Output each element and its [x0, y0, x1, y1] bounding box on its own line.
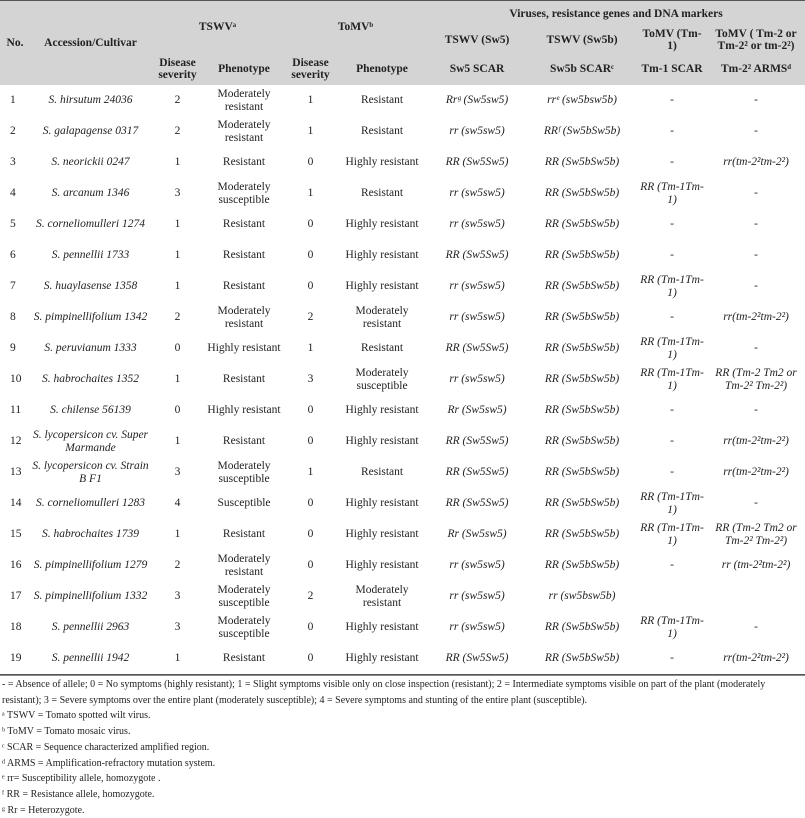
- tswv-severity: 2: [174, 125, 181, 138]
- tm1-genotype: -: [670, 559, 674, 572]
- tm1-genotype: RR (Tm-1Tm-1): [640, 615, 704, 640]
- header-phenotype: Phenotype: [337, 53, 427, 85]
- tswv-severity: 4: [174, 497, 181, 510]
- sw5b-genotype: RR (Sw5bSw5b): [544, 218, 620, 231]
- tomv-phenotype: Highly resistant: [345, 621, 419, 634]
- tm2-genotype: RR (Tm-2 Tm2 or Tm-2² Tm-2²): [715, 522, 797, 547]
- table-row: [0, 519, 805, 550]
- accession-name: S. corneliomulleri 1283: [36, 497, 145, 510]
- sw5b-genotype: RR (Sw5bSw5b): [544, 342, 620, 355]
- tswv-phenotype: Resistant: [222, 435, 266, 448]
- tswv-phenotype: Moderately susceptible: [217, 460, 271, 485]
- tswv-severity: 2: [174, 94, 181, 107]
- tswv-severity: 3: [174, 621, 181, 634]
- table-row: [0, 240, 805, 271]
- tswv-severity: 3: [174, 590, 181, 603]
- row-number: 13: [10, 466, 22, 479]
- tomv-phenotype: Highly resistant: [345, 404, 419, 417]
- table-row: [0, 581, 805, 612]
- accession-name: S. pennellii 1733: [51, 249, 130, 262]
- row-number: 14: [10, 497, 22, 510]
- header-marker-sub: Tm-2² ARMSᵈ: [707, 53, 805, 85]
- row-number: 17: [10, 590, 22, 603]
- tomv-severity: 0: [307, 559, 314, 572]
- row-number: 16: [10, 559, 22, 572]
- tswv-phenotype: Moderately susceptible: [217, 615, 271, 640]
- tomv-severity: 1: [307, 94, 314, 107]
- accession-name: S. neorickii 0247: [51, 156, 130, 169]
- tm2-genotype: -: [754, 342, 758, 355]
- tswv-severity: 1: [174, 156, 181, 169]
- accession-name: S. pimpinellifolium 1279: [33, 559, 148, 572]
- tomv-severity: 0: [307, 218, 314, 231]
- accession-name: S. pimpinellifolium 1332: [33, 590, 148, 603]
- tomv-severity: 0: [284, 643, 337, 675]
- tswv-severity: 2: [174, 559, 181, 572]
- accession-name: S. huaylasense 1358: [43, 280, 138, 293]
- table-row: [0, 147, 805, 178]
- sw5b-genotype: RR (Sw5bSw5b): [544, 311, 620, 324]
- tm1-genotype: RR (Tm-1Tm-1): [640, 336, 704, 361]
- accession-name: S. peruvianum 1333: [44, 342, 137, 355]
- tomv-phenotype: Highly resistant: [345, 559, 419, 572]
- tswv-phenotype: Moderately resistant: [217, 305, 271, 330]
- table-row: [0, 302, 805, 333]
- sw5-genotype: Rr (Sw5sw5): [447, 528, 507, 541]
- tswv-phenotype: Resistant: [204, 643, 284, 675]
- header-tomv: ToMVᵇ: [284, 1, 427, 54]
- tomv-phenotype: Highly resistant: [345, 435, 419, 448]
- tomv-phenotype: Resistant: [360, 94, 404, 107]
- tomv-severity: 3: [307, 373, 314, 386]
- tm1-genotype: -: [670, 125, 674, 138]
- tm2-genotype: rr(tm-2²tm-2²): [723, 156, 789, 169]
- sw5-genotype: RR (Sw5Sw5): [445, 156, 509, 169]
- table-row: [0, 178, 805, 209]
- table-row: [0, 395, 805, 426]
- tswv-severity: 0: [174, 342, 181, 355]
- accession-name: S. pennellii 2963: [51, 621, 130, 634]
- row-number: 6: [10, 249, 16, 262]
- tm2-genotype: -: [754, 218, 758, 231]
- tswv-severity: 1: [174, 528, 181, 541]
- tomv-severity: 0: [307, 621, 314, 634]
- sw5b-genotype: RR (Sw5bSw5b): [544, 373, 620, 386]
- row-number: 1: [10, 94, 16, 107]
- tm1-genotype: -: [670, 404, 674, 417]
- tswv-phenotype: Resistant: [222, 528, 266, 541]
- sw5b-genotype: RR (Sw5bSw5b): [544, 559, 620, 572]
- tm1-genotype: -: [670, 311, 674, 324]
- tomv-phenotype: Resistant: [360, 125, 404, 138]
- tswv-phenotype: Susceptible: [217, 497, 271, 510]
- sw5-genotype: RR (Sw5Sw5): [427, 643, 527, 675]
- table-row: [0, 643, 805, 675]
- table-row: [0, 364, 805, 395]
- header-disease-severity: Disease severity: [151, 53, 204, 85]
- tswv-phenotype: Resistant: [222, 373, 266, 386]
- tomv-phenotype: Highly resistant: [345, 156, 419, 169]
- row-number: 18: [10, 621, 22, 634]
- sw5b-genotype: RRᶠ (Sw5bSw5b): [543, 125, 621, 138]
- tswv-severity: 3: [174, 466, 181, 479]
- tm2-genotype: -: [754, 280, 758, 293]
- footnote: ᶠ RR = Resistance allele, homozygote.: [2, 788, 155, 800]
- sw5-genotype: rr (sw5sw5): [449, 280, 505, 293]
- tomv-severity: 0: [307, 435, 314, 448]
- sw5b-genotype: RR (Sw5bSw5b): [544, 528, 620, 541]
- footnote: ᵃ TSWV = Tomato spotted wilt virus.: [2, 710, 151, 722]
- tswv-severity: 1: [151, 643, 204, 675]
- tm2-genotype: [707, 581, 805, 612]
- tomv-severity: 2: [307, 590, 314, 603]
- tm2-genotype: -: [754, 621, 758, 634]
- row-number: 5: [10, 218, 16, 231]
- tomv-severity: 1: [307, 342, 314, 355]
- tswv-phenotype: Moderately resistant: [217, 88, 271, 113]
- tm1-genotype: -: [670, 249, 674, 262]
- tomv-severity: 1: [307, 125, 314, 138]
- tomv-severity: 0: [307, 528, 314, 541]
- sw5-genotype: rr (sw5sw5): [449, 125, 505, 138]
- sw5b-genotype: RR (Sw5bSw5b): [544, 156, 620, 169]
- sw5-genotype: Rr (Sw5sw5): [447, 404, 507, 417]
- tm1-genotype: -: [670, 156, 674, 169]
- table-row: [0, 333, 805, 364]
- tm2-genotype: -: [754, 249, 758, 262]
- accession-name: S. habrochaites 1739: [42, 528, 139, 541]
- tswv-phenotype: Highly resistant: [207, 342, 281, 355]
- row-number: 15: [10, 528, 22, 541]
- footnote: - = Absence of allele; 0 = No symptoms (highly resistant); 1 = Slight symptoms visible only on close inspection (resistant); 2 = Intermediate symptoms visible on part of the plant (moderately resistant); 3 = Severe symptoms over the entire plant (moderately susceptible); 4 = Severe symptoms and stunting of the entire plant (susceptible).: [2, 679, 766, 706]
- tm2-genotype: -: [754, 187, 758, 200]
- sw5b-genotype: RR (Sw5bSw5b): [544, 187, 620, 200]
- accession-name: S. corneliomulleri 1274: [36, 218, 145, 231]
- tm1-genotype: -: [670, 435, 674, 448]
- tm1-genotype: -: [670, 466, 674, 479]
- tm1-genotype: -: [670, 218, 674, 231]
- sw5-genotype: RR (Sw5Sw5): [445, 342, 509, 355]
- table-row: [0, 209, 805, 240]
- tswv-severity: 1: [174, 218, 181, 231]
- tswv-phenotype: Resistant: [222, 218, 266, 231]
- tm2-genotype: rr(tm-2²tm-2²): [723, 466, 789, 479]
- accession-name: S. habrochaites 1352: [42, 373, 139, 386]
- tomv-phenotype: Highly resistant: [345, 497, 419, 510]
- tswv-severity: 1: [174, 435, 181, 448]
- tomv-phenotype: Moderately resistant: [355, 584, 409, 609]
- header-marker-sub: Tm-1 SCAR: [637, 53, 707, 85]
- tomv-severity: 0: [307, 497, 314, 510]
- row-number: 19: [0, 643, 30, 675]
- row-number: 11: [10, 404, 22, 417]
- tomv-phenotype: Moderately susceptible: [355, 367, 409, 392]
- tswv-severity: 1: [174, 373, 181, 386]
- tomv-phenotype: Resistant: [360, 187, 404, 200]
- sw5b-genotype: RR (Sw5bSw5b): [544, 404, 620, 417]
- header-marker-top: TSWV (Sw5b): [527, 27, 637, 53]
- table-row: [0, 116, 805, 147]
- tomv-phenotype: Moderately resistant: [355, 305, 409, 330]
- table-row: [0, 488, 805, 519]
- table-row: [0, 457, 805, 488]
- tm2-genotype: RR (Tm-2 Tm2 or Tm-2² Tm-2²): [715, 367, 797, 392]
- sw5-genotype: rr (sw5sw5): [449, 559, 505, 572]
- sw5b-genotype: RR (Sw5bSw5b): [544, 280, 620, 293]
- header-marker-top: ToMV ( Tm-2 or Tm-2² or tm-2²): [707, 27, 805, 53]
- sw5b-genotype: RR (Sw5bSw5b): [544, 497, 620, 510]
- header-disease-severity: Disease severity: [284, 53, 337, 85]
- sw5-genotype: rr (sw5sw5): [449, 373, 505, 386]
- tm1-genotype: RR (Tm-1Tm-1): [640, 367, 704, 392]
- sw5b-genotype: RR (Sw5bSw5b): [544, 621, 620, 634]
- tswv-phenotype: Resistant: [222, 249, 266, 262]
- sw5b-genotype: RR (Sw5bSw5b): [544, 466, 620, 479]
- table-row: [0, 271, 805, 302]
- header-marker-top: ToMV (Tm-1): [637, 27, 707, 53]
- footnote: ᶜ SCAR = Sequence characterized amplified region.: [2, 741, 210, 753]
- tswv-phenotype: Moderately susceptible: [217, 584, 271, 609]
- tm1-genotype: [637, 581, 707, 612]
- tm1-genotype: RR (Tm-1Tm-1): [640, 274, 704, 299]
- sw5b-genotype: rrᵉ (sw5bsw5b): [547, 94, 617, 107]
- tomv-phenotype: Highly resistant: [337, 643, 427, 675]
- table-row: [0, 550, 805, 581]
- tm1-genotype: -: [637, 643, 707, 675]
- tswv-phenotype: Highly resistant: [207, 404, 281, 417]
- accession-name: S. chilense 56139: [50, 404, 131, 417]
- sw5-genotype: rr (sw5sw5): [449, 311, 505, 324]
- sw5-genotype: rr (sw5sw5): [449, 621, 505, 634]
- tm1-genotype: RR (Tm-1Tm-1): [640, 181, 704, 206]
- tm2-genotype: rr (tm-2²tm-2²): [721, 559, 791, 572]
- tomv-severity: 2: [307, 311, 314, 324]
- table-row: [0, 612, 805, 643]
- tomv-phenotype: Highly resistant: [345, 218, 419, 231]
- header-markers: Viruses, resistance genes and DNA markers: [427, 1, 805, 28]
- tswv-phenotype: Resistant: [222, 280, 266, 293]
- footnote: ᵉ rr= Susceptibility allele, homozygote .: [2, 773, 161, 785]
- accession-name: S. lycopersicon cv. Strain B F1: [32, 460, 149, 485]
- tomv-severity: 0: [307, 280, 314, 293]
- table-body: [0, 85, 805, 675]
- sw5b-genotype: RR (Sw5bSw5b): [544, 435, 620, 448]
- header-no: No.: [0, 1, 30, 86]
- tswv-severity: 2: [174, 311, 181, 324]
- tm2-genotype: -: [754, 497, 758, 510]
- sw5-genotype: RR (Sw5Sw5): [445, 435, 509, 448]
- tomv-phenotype: Resistant: [360, 466, 404, 479]
- row-number: 10: [10, 373, 22, 386]
- accession-name: S. arcanum 1346: [51, 187, 130, 200]
- tswv-severity: 3: [174, 187, 181, 200]
- tm1-genotype: -: [670, 94, 674, 107]
- tm1-genotype: RR (Tm-1Tm-1): [640, 491, 704, 516]
- tm2-genotype: rr(tm-2²tm-2²): [707, 643, 805, 675]
- row-number: 9: [10, 342, 16, 355]
- accession-name: S. lycopersicon cv. Super Marmande: [32, 429, 149, 454]
- footnotes: [0, 675, 805, 818]
- row-number: 8: [10, 311, 16, 324]
- tswv-severity: 0: [174, 404, 181, 417]
- header-phenotype: Phenotype: [204, 53, 284, 85]
- row-number: 4: [10, 187, 16, 200]
- tomv-severity: 0: [307, 404, 314, 417]
- footnote: ᵇ ToMV = Tomato mosaic virus.: [2, 726, 131, 738]
- tomv-severity: 0: [307, 156, 314, 169]
- sw5-genotype: RR (Sw5Sw5): [445, 249, 509, 262]
- sw5-genotype: rr (sw5sw5): [449, 187, 505, 200]
- footnote: ᵈ ARMS = Amplification-refractory mutation system.: [2, 757, 216, 769]
- header-marker-top: TSWV (Sw5): [427, 27, 527, 53]
- tswv-phenotype: Moderately resistant: [217, 119, 271, 144]
- row-number: 2: [10, 125, 16, 138]
- footnote: ᵍ Rr = Heterozygote.: [2, 804, 85, 816]
- row-number: 12: [10, 435, 22, 448]
- sw5-genotype: rr (sw5sw5): [449, 590, 505, 603]
- row-number: 3: [10, 156, 16, 169]
- tm2-genotype: -: [754, 125, 758, 138]
- sw5-genotype: Rrᵍ (Sw5sw5): [445, 94, 509, 107]
- tswv-phenotype: Resistant: [222, 156, 266, 169]
- tomv-severity: 1: [307, 466, 314, 479]
- tm1-genotype: RR (Tm-1Tm-1): [640, 522, 704, 547]
- tswv-severity: 1: [174, 249, 181, 262]
- accession-name: S. pimpinellifolium 1342: [33, 311, 148, 324]
- tswv-severity: 1: [174, 280, 181, 293]
- sw5b-genotype: RR (Sw5bSw5b): [544, 249, 620, 262]
- tswv-phenotype: Moderately resistant: [217, 553, 271, 578]
- header-tswv: TSWVᵃ: [151, 1, 284, 54]
- tomv-phenotype: Highly resistant: [345, 528, 419, 541]
- tomv-severity: 1: [307, 187, 314, 200]
- tswv-phenotype: Moderately susceptible: [217, 181, 271, 206]
- sw5-genotype: rr (sw5sw5): [449, 218, 505, 231]
- tomv-severity: 0: [307, 249, 314, 262]
- sw5-genotype: RR (Sw5Sw5): [445, 466, 509, 479]
- tm2-genotype: -: [754, 404, 758, 417]
- header-accession: Accession/Cultivar: [30, 1, 151, 86]
- tm2-genotype: -: [754, 94, 758, 107]
- tomv-phenotype: Resistant: [360, 342, 404, 355]
- header-marker-sub: Sw5 SCAR: [427, 53, 527, 85]
- sw5-genotype: RR (Sw5Sw5): [445, 497, 509, 510]
- tomv-phenotype: Highly resistant: [345, 249, 419, 262]
- table-row: [0, 426, 805, 457]
- sw5b-genotype: rr (sw5bsw5b): [548, 590, 616, 603]
- accession-name: S. galapagense 0317: [42, 125, 139, 138]
- tm2-genotype: rr(tm-2²tm-2²): [723, 311, 789, 324]
- row-number: 7: [10, 280, 16, 293]
- accession-name: S. hirsutum 24036: [48, 94, 133, 107]
- table-row: [0, 85, 805, 116]
- accession-name: S. pennellii 1942: [30, 643, 151, 675]
- table-header: [0, 1, 805, 86]
- tm2-genotype: rr(tm-2²tm-2²): [723, 435, 789, 448]
- header-marker-sub: Sw5b SCARᶜ: [527, 53, 637, 85]
- sw5b-genotype: RR (Sw5bSw5b): [527, 643, 637, 675]
- tomv-phenotype: Highly resistant: [345, 280, 419, 293]
